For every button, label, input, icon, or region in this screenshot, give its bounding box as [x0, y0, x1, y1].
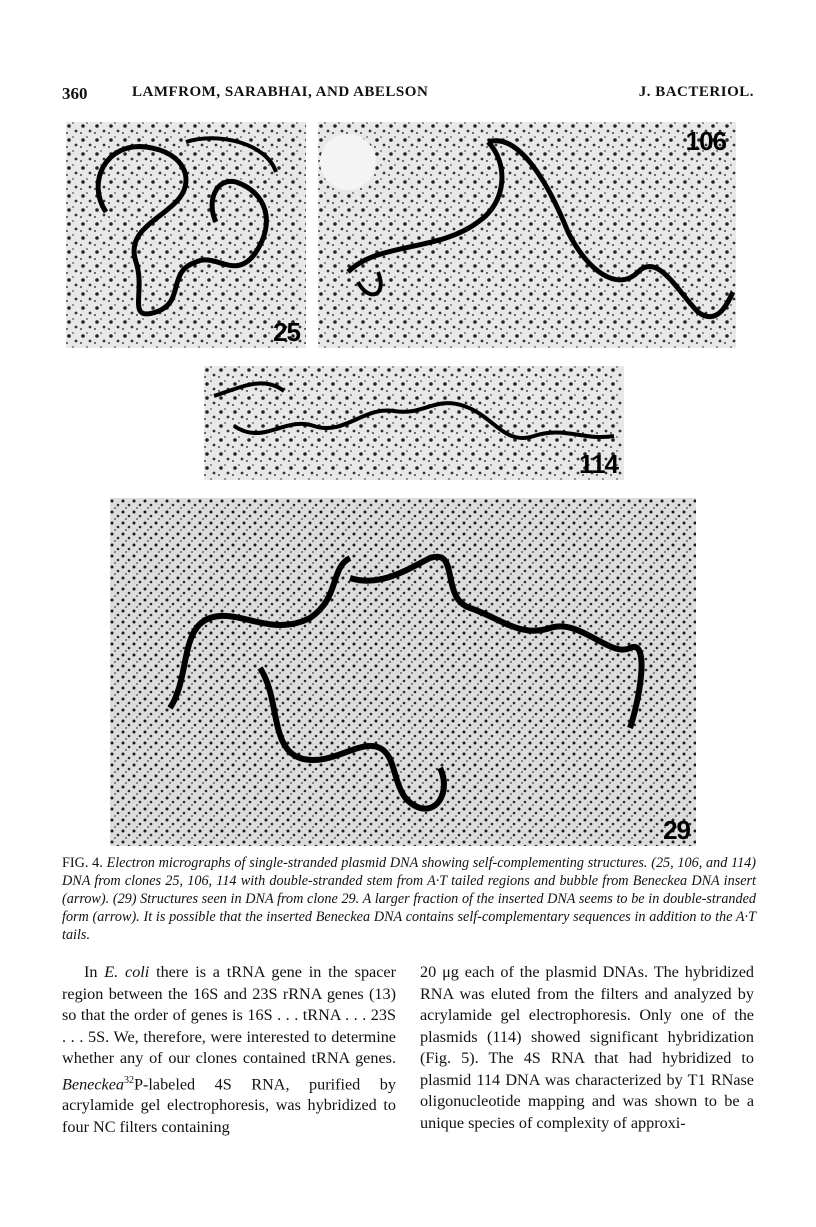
left-text-2: there is a tRNA gene in the spacer region between the 16S and 23S rRNA genes (13) so that the order of genes is 16S . . . tRNA . . . 23S . . . 5S. We, therefore, were interested to determine whether any of our clones contained tRNA genes. — [62, 963, 396, 1067]
panel-label-29: 29 — [663, 815, 690, 845]
caption-text: Electron micrographs of single-stranded plasmid DNA showing self-complementing structures. (25, 106, and 114) DNA from clones 25, 106, 114 with double-stranded stem from A·T tailed regions and bubble from Beneckea DNA insert (arrow). (29) Structures seen in DNA from clone 29. A larger fraction of the inserted DNA seems to be in double-stranded form (arrow). It is possible that the inserted Beneckea DNA contains self-complementary sequences in addition to the A·T tails. — [62, 855, 756, 943]
running-title: LAMFROM, SARABHAI, AND ABELSON — [132, 84, 429, 100]
left-text-ecoli: E. coli — [104, 963, 150, 981]
body-right-column — [420, 962, 754, 1134]
body-left-column — [62, 962, 396, 1138]
left-text-3: P-labeled 4S RNA, purified by acrylamide gel electrophoresis, was hybridized to four NC filters containing — [62, 1074, 396, 1136]
right-text: 20 μg each of the plasmid DNAs. The hybridized RNA was eluted from the filters and analyzed by acrylamide gel electrophoresis. Only one of the plasmids (114) showed significant hybridization (Fig. 5). The 4S RNA that had hybridized to plasmid 114 DNA was characterized by T1 RNase oligonucleotide mapping and was shown to be a unique species of complexity of approxi- — [420, 963, 754, 1132]
page-header — [62, 84, 754, 108]
micrograph-panel-25 — [66, 122, 306, 348]
panel-label-114: 114 — [579, 449, 618, 479]
micrograph-image-29 — [110, 498, 696, 846]
left-text-1: In — [84, 963, 105, 981]
journal-name: J. BACTERIOL. — [638, 84, 754, 100]
figure-caption — [62, 854, 756, 944]
micrograph-image-114 — [204, 366, 624, 480]
page-number: 360 — [62, 84, 88, 103]
left-text-beneckea: Beneckea — [62, 1074, 124, 1093]
micrograph-panel-114 — [204, 366, 624, 480]
figure-label: FIG. 4. — [62, 855, 103, 871]
micrograph-image-106 — [318, 122, 736, 348]
panel-label-106: 106 — [685, 126, 726, 156]
panel-label-25: 25 — [273, 317, 300, 347]
micrograph-image-25 — [66, 122, 306, 348]
left-text-superscript: 32 — [124, 1074, 134, 1086]
micrograph-panel-106 — [318, 122, 736, 348]
micrograph-panel-29 — [110, 498, 696, 846]
